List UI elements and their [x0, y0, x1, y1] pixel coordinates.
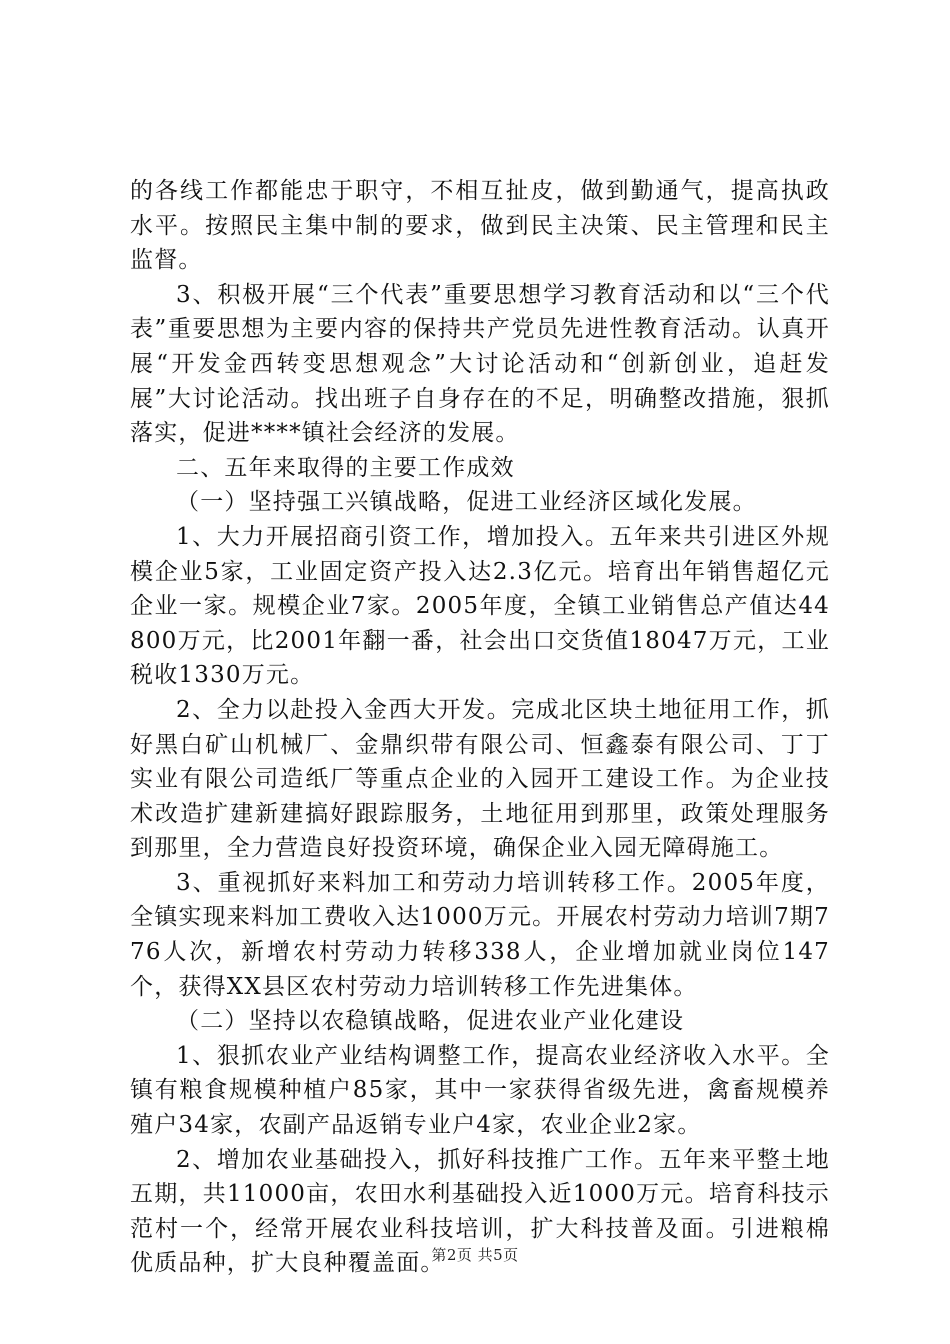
paragraph-agriculture-structure: 1、狠抓农业产业结构调整工作，提高农业经济收入水平。全镇有粮食规模种植户85家，其中一家获得省级先进，禽畜规模养殖户34家，农副产品返销专业户4家，农业企业2家。: [130, 1042, 830, 1139]
paragraph-jinxi-development: 2、全力以赴投入金西大开发。完成北区块土地征用工作，抓好黑白矿山机械厂、金鼎织带有限公司、恒鑫泰有限公司、丁丁实业有限公司造纸厂等重点企业的入园开工建设工作。为企业技术改造扩建新建搞好跟踪服务，土地征用到那里，政策处理服务到那里，全力营造良好投资环境，确保企业入园无障碍施工。: [130, 696, 830, 862]
page-number-footer: 第2页 共5页: [431, 1246, 519, 1264]
paragraph-agriculture-investment: 2、增加农业基础投入，抓好科技推广工作。五年来平整土地五期，共11000亩，农田水利基础投入近1000万元。培育科技示范村一个，经常开展农业科技培训，扩大科技普及面。引进粮棉优质品种，扩大良种覆盖面。: [130, 1146, 830, 1277]
paragraph-investment: 1、大力开展招商引资工作，增加投入。五年来共引进区外规模企业5家，工业固定资产投入达2.3亿元。培育出年销售超亿元企业一家。规模企业7家。2005年度，全镇工业销售总产值达44800万元，比2001年翻一番，社会出口交货值18047万元，工业税收1330万元。: [130, 523, 830, 689]
paragraph-education-activities: 3、积极开展“三个代表”重要思想学习教育活动和以“三个代表”重要思想为主要内容的保持共产党员先进性教育活动。认真开展“开发金西转变思想观念”大讨论活动和“创新创业，追赶发展”大讨论活动。找出班子自身存在的不足，明确整改措施，狠抓落实，促进****镇社会经济的发展。: [130, 281, 830, 447]
subsection-heading-agriculture: （二）坚持以农稳镇战略，促进农业产业化建设: [176, 1008, 685, 1035]
subsection-heading-industry: （一）坚持强工兴镇战略，促进工业经济区域化发展。: [176, 489, 757, 516]
document-body: [130, 174, 830, 1281]
paragraph-labor-training: 3、重视抓好来料加工和劳动力培训转移工作。2005年度，全镇实现来料加工费收入达1000万元。开展农村劳动力培训7期776人次，新增农村劳动力转移338人，企业增加就业岗位147个，获得XX县区农村劳动力培训转移工作先进集体。: [130, 869, 830, 1000]
section-heading-achievements: 二、五年来取得的主要工作成效: [176, 454, 515, 481]
paragraph-continuation: 的各线工作都能忠于职守，不相互扯皮，做到勤通气，提高执政水平。按照民主集中制的要求，做到民主决策、民主管理和民主监督。: [130, 178, 830, 274]
